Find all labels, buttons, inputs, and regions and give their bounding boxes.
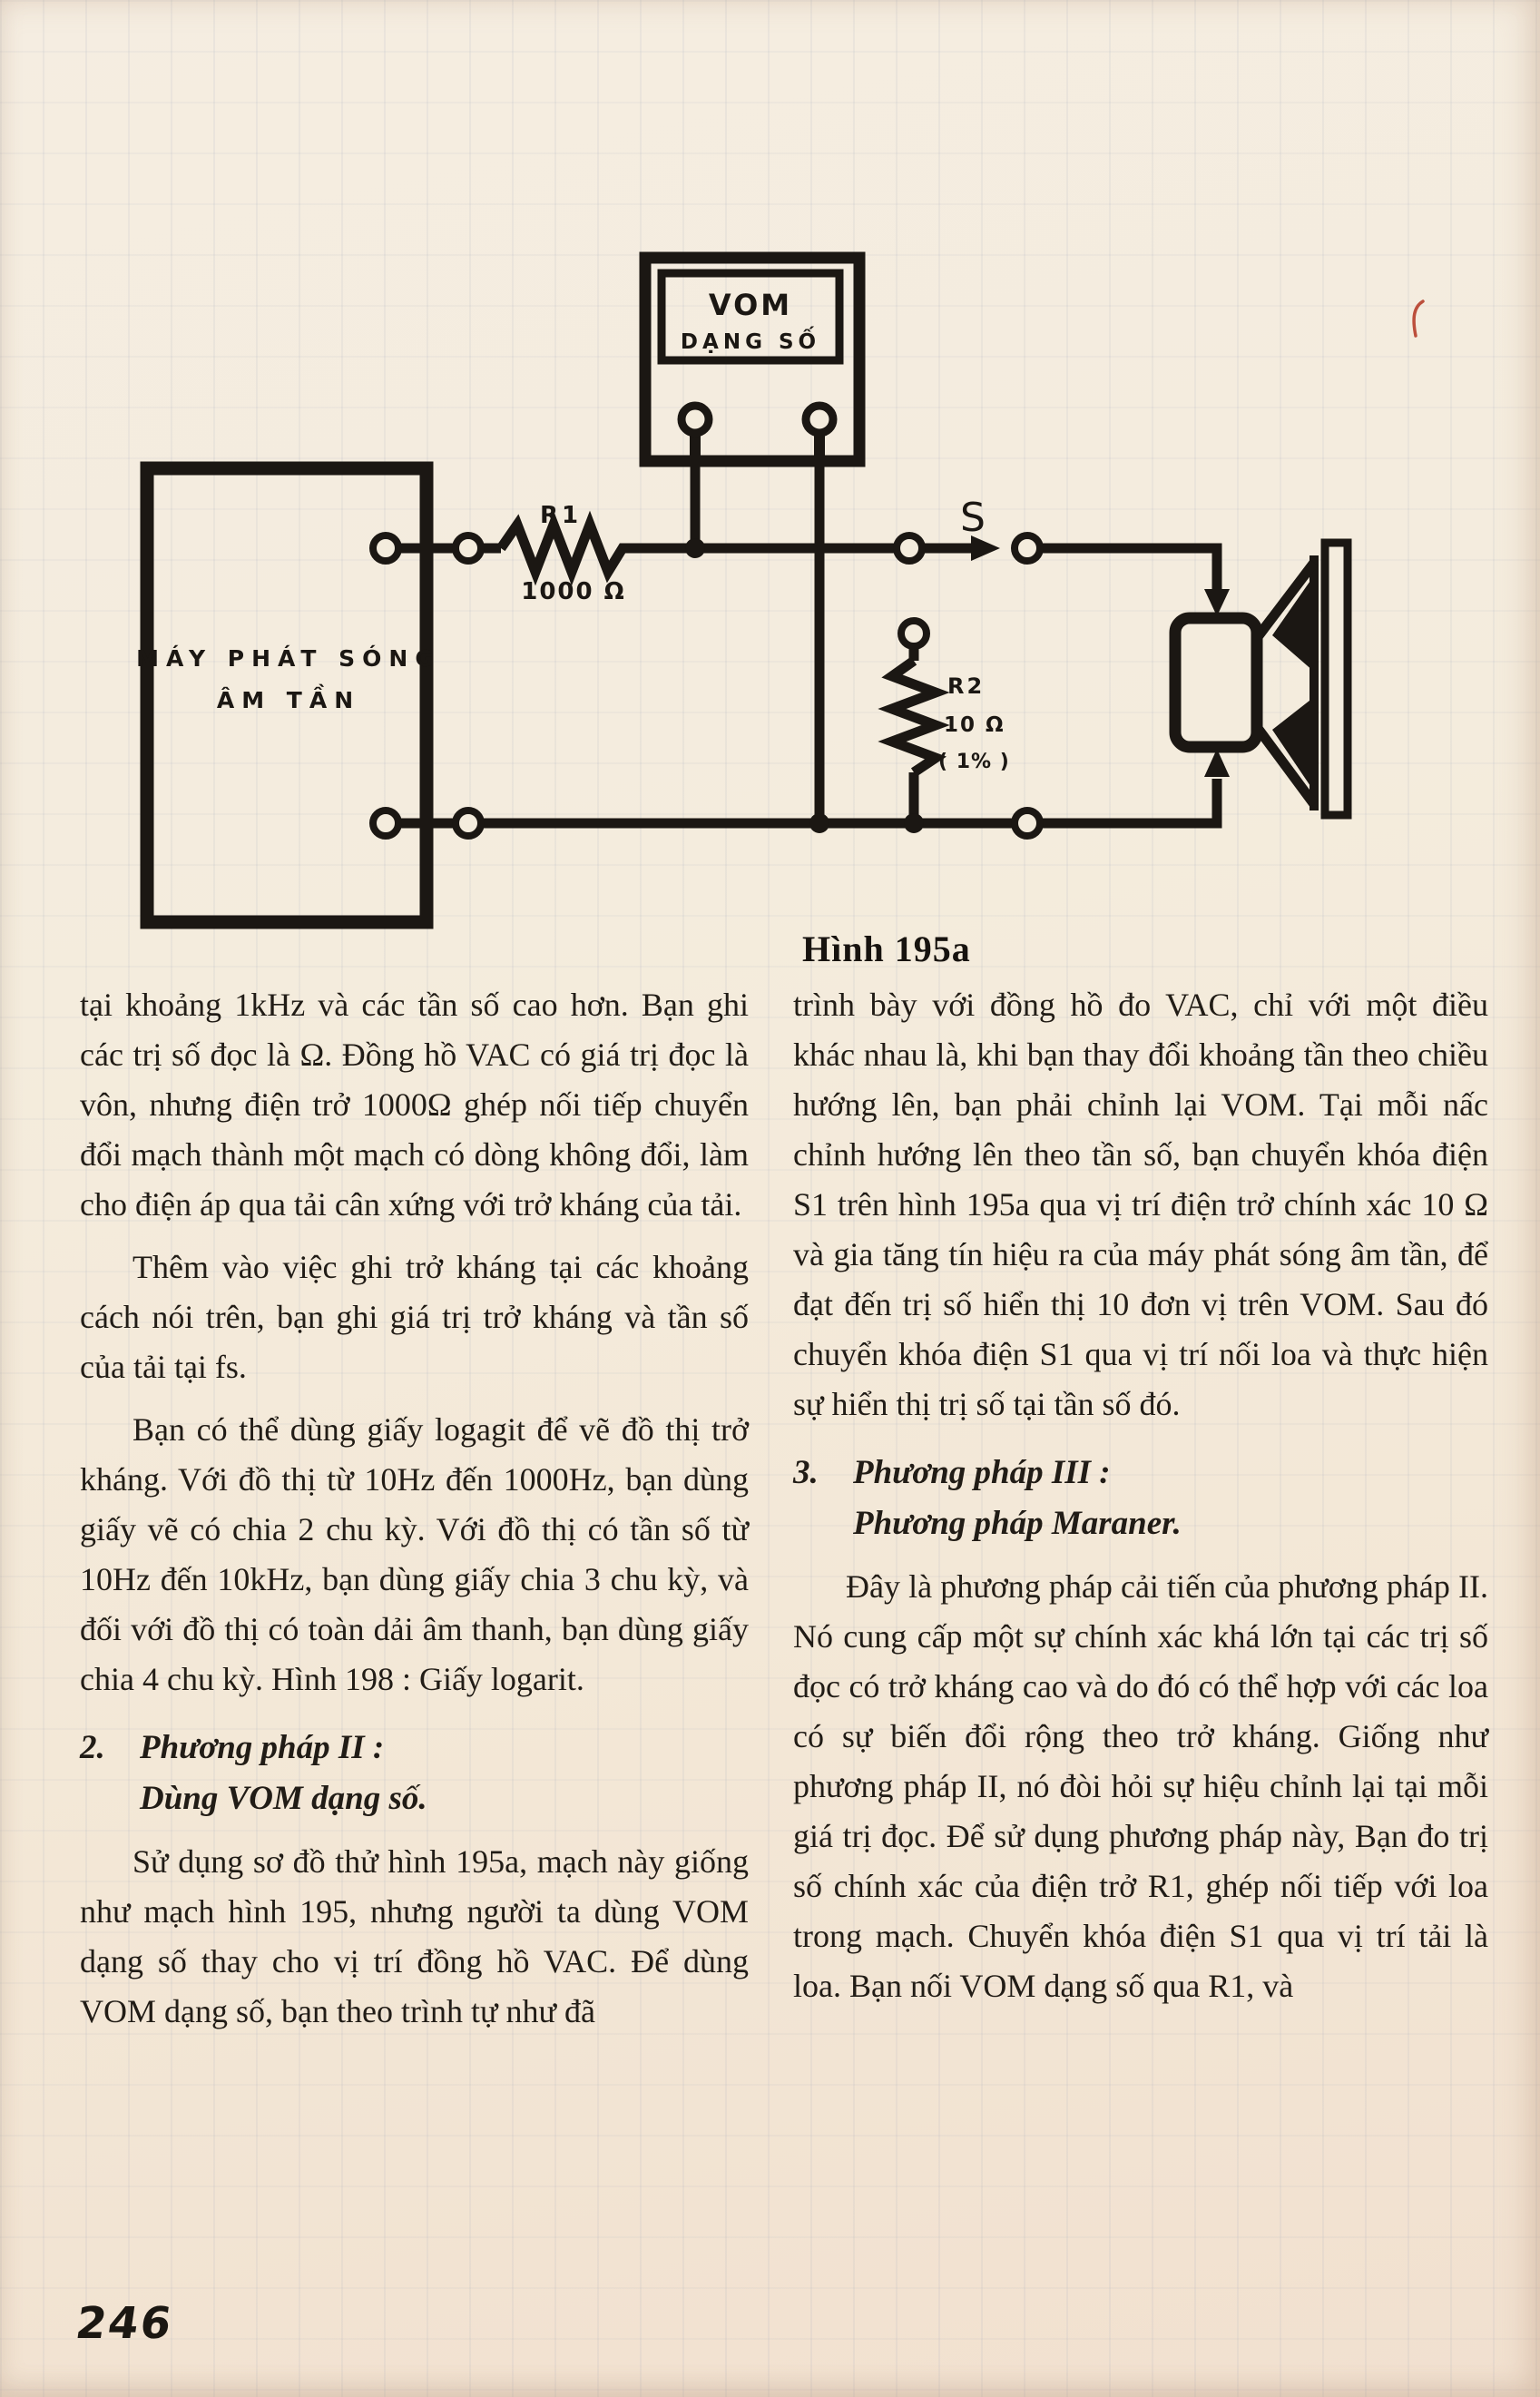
paragraph: trình bày với đồng hồ đo VAC, chỉ với một điều khác nhau là, khi bạn thay đổi khoảng tần theo chiều hướng lên, bạn phải chỉnh lại VOM. Tại mỗi nấc chỉnh hướng lên theo tần số, bạn chuyển khóa điện S1 trên hình 195a qua vị trí điện trở chính xác 10 Ω và gia tăng tín hiệu ra của máy phát sóng âm tần, để đạt đến trị số hiển thị 10 đơn vị trên VOM. Sau đó chuyển khóa điện S1 qua vị trí nối loa và thực hiện sự hiển thị trị số tại tần số đó. (793, 987, 1488, 1422)
r1-value-label: 1000 Ω (521, 578, 626, 605)
heading-number: 2. (80, 1729, 105, 1766)
voice-coil (1175, 618, 1257, 747)
paragraph: Sử dụng sơ đồ thử hình 195a, mạch này giống như mạch hình 195, nhưng người ta dùng VOM dạng số thay cho vị trí đồng hồ VAC. Để dùng VOM dạng số, bạn theo trình tự như đã (80, 1843, 749, 2029)
generator-label-line1: MÁY PHÁT SÓNG (136, 645, 441, 672)
heading-title: Phương pháp II : (140, 1729, 385, 1766)
section-subheading-method-3: Phương pháp Maraner. (853, 1505, 1182, 1542)
page-number: 246 (73, 2298, 177, 2349)
r2-terminal (901, 621, 927, 646)
paragraph: Bạn có thể dùng giấy logagit để vẽ đồ thị trở kháng. Với đồ thị từ 10Hz đến 1000Hz, bạn dùng giấy vẽ có chia 2 chu kỳ. Với đồ thị có tần số từ 10Hz đến 10kHz, bạn dùng giấy chia 3 chu kỳ, và đối với đồ thị có toàn dải âm thanh, bạn dùng giấy chia 4 chu kỳ. Hình 198 : Giấy logarit. (80, 1411, 749, 1697)
figure-caption: Hình 195a (802, 928, 971, 969)
vom-terminal (682, 406, 709, 433)
red-ink-mark (1405, 298, 1428, 339)
r2-name-label: R2 (947, 673, 986, 699)
connector-terminals (373, 535, 1040, 836)
vom-terminal (806, 406, 833, 433)
speaker (1175, 543, 1348, 815)
vom-meter-box (645, 258, 859, 462)
r2-tolerance-label: ( 1% ) (938, 751, 1010, 773)
switch-label: S (960, 495, 986, 541)
resistor-r2 (892, 621, 1010, 773)
r2-value-label: 10 Ω (944, 713, 1005, 737)
circuit-diagram-figure (0, 0, 1540, 980)
generator-label-line2: ÂM TẦN (216, 687, 361, 713)
heading-title: Phương pháp III : (853, 1454, 1111, 1491)
right-column (793, 980, 1488, 2011)
resistor-r1 (501, 502, 635, 605)
junction-dots (685, 538, 924, 833)
vom-label-line1: VOM (708, 288, 793, 322)
paragraph: tại khoảng 1kHz và các tần số cao hơn. Bạn ghi các trị số đọc là Ω. Đồng hồ VAC có giá trị đọc là vôn, nhưng điện trở 1000Ω ghép nối tiếp chuyển đổi mạch thành một mạch có dòng không đổi, làm cho điện áp qua tải cân xứng với trở kháng của tải. (80, 987, 749, 1223)
section-subheading-method-2: Dùng VOM dạng số. (140, 1780, 427, 1817)
circuit-wires (374, 462, 1217, 823)
r1-name-label: R1 (539, 502, 583, 529)
heading-number: 3. (793, 1454, 819, 1491)
vom-label-line2: DẠNG SỐ (680, 330, 821, 354)
circuit-schematic (0, 0, 1540, 980)
left-column (80, 980, 749, 2037)
section-heading-method-3 (793, 1449, 1488, 1497)
section-heading-method-2 (80, 1724, 749, 1772)
paragraph: Thêm vào việc ghi trở kháng tại các khoảng cách nói trên, bạn ghi giá trị trở kháng và tần số của tải tại fs. (80, 1249, 749, 1385)
paragraph: Đây là phương pháp cải tiến của phương pháp II. Nó cung cấp một sự chính xác khá lớn tại các trị số đọc có trở kháng cao và do đó có thể hợp với các loa có sự biến đổi rộng theo trở kháng. Giống như phương pháp II, nó đòi hỏi sự hiệu chỉnh lại tại mỗi giá trị đọc. Để sử dụng phương pháp này, Bạn đo trị số chính xác của điện trở R1, ghép nối tiếp với loa trong mạch. Chuyển khóa điện S1 qua vị trí tải là loa. Bạn nối VOM dạng số qua R1, và (793, 1568, 1488, 2004)
